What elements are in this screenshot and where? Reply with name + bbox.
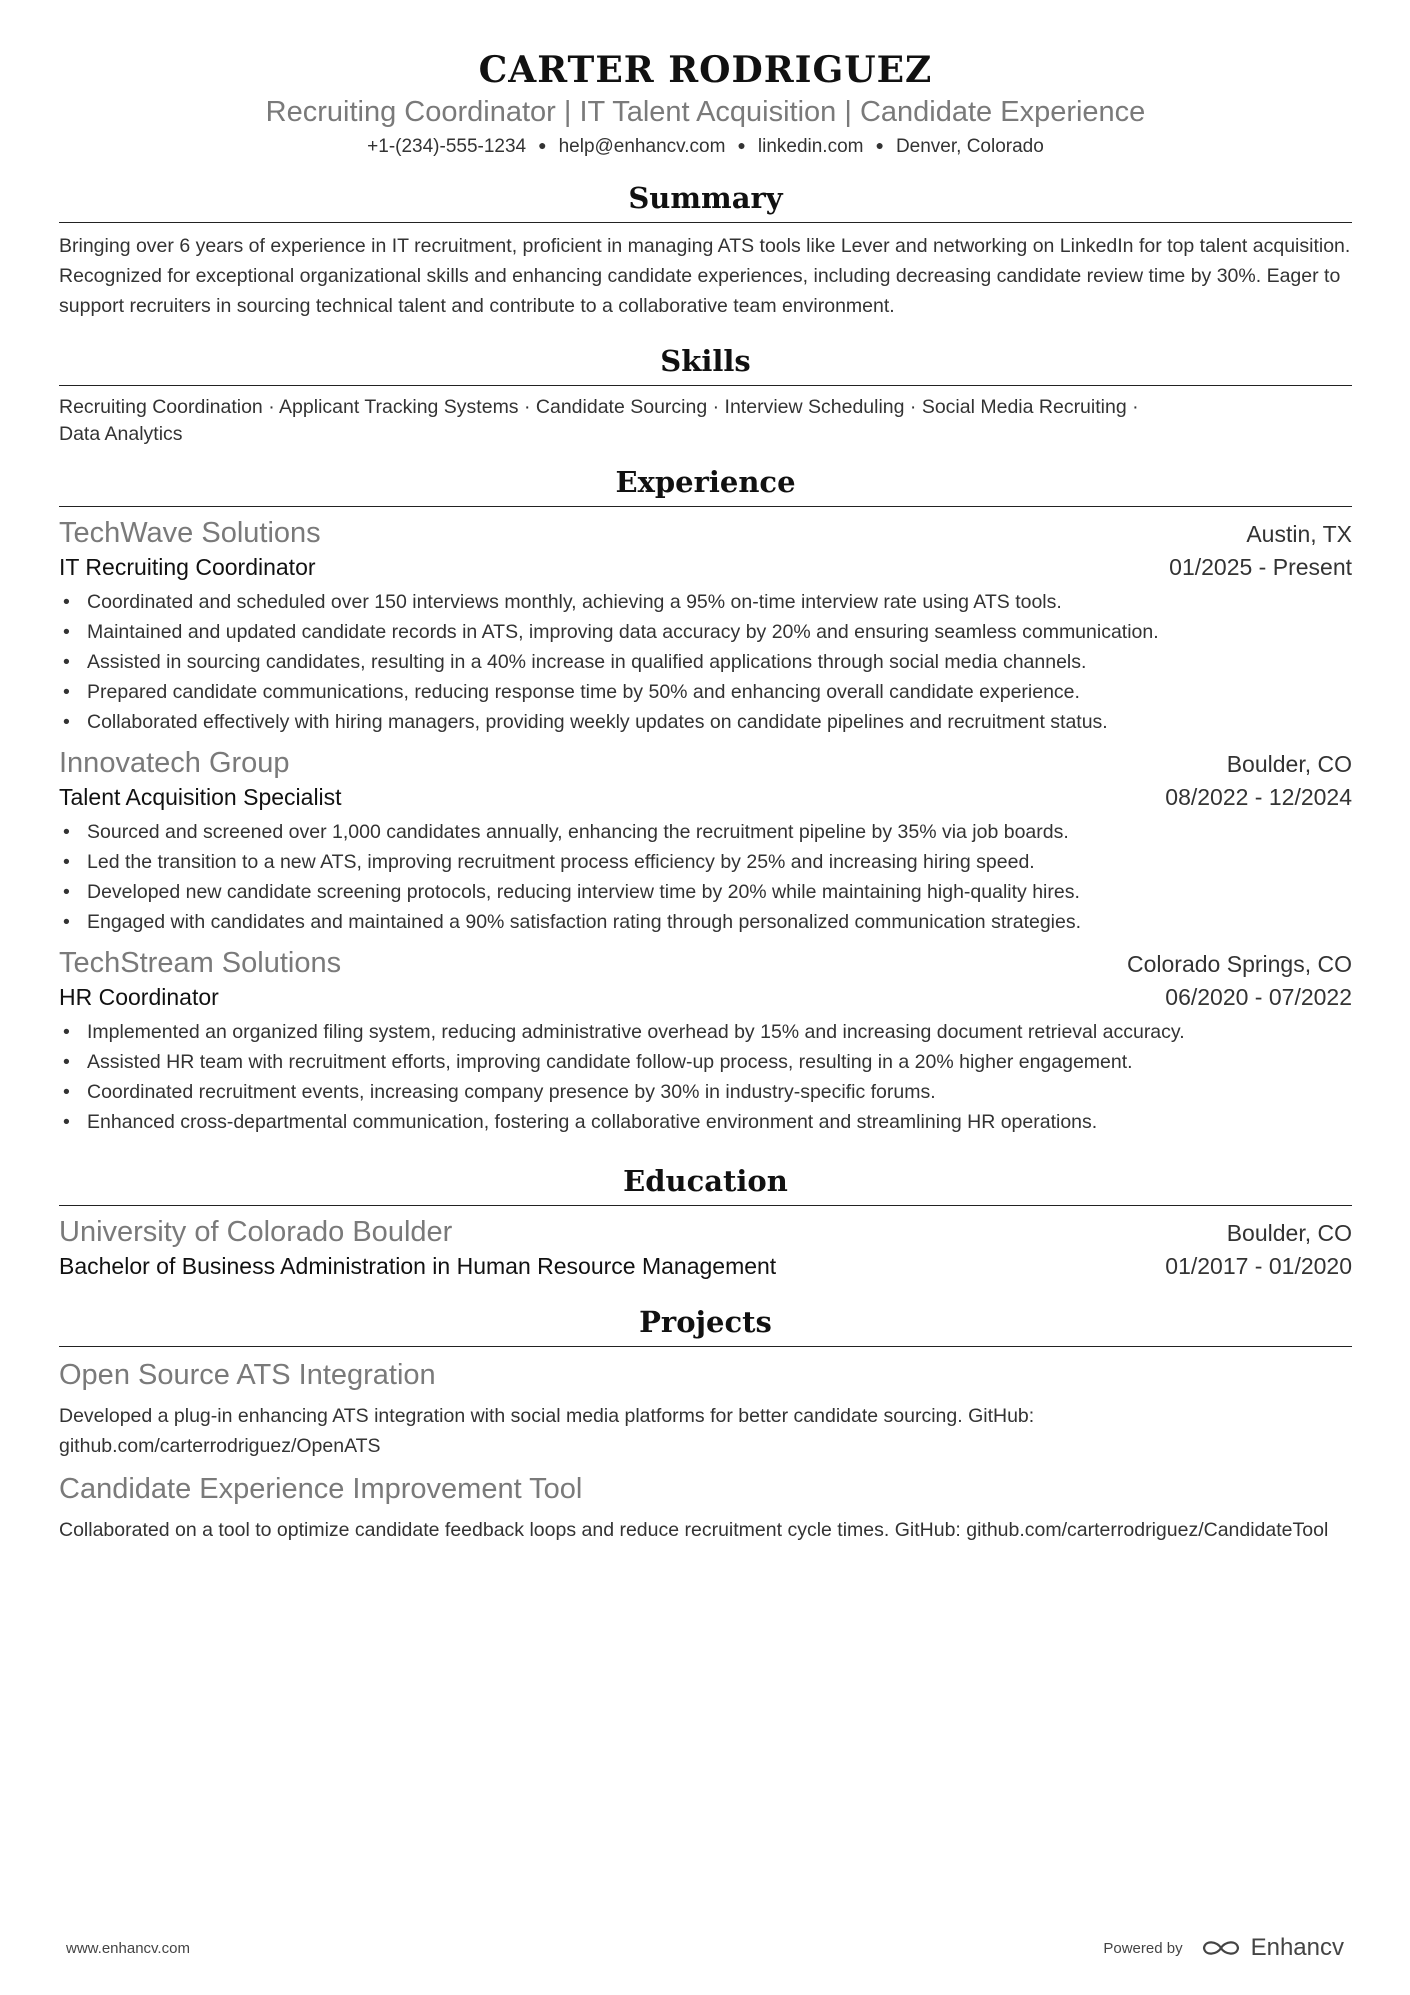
bullet-item: • Enhanced cross-departmental communication, fostering a collaborative environment and streamlining HR operations. <box>59 1107 1352 1137</box>
project-title: Open Source ATS Integration <box>59 1359 436 1391</box>
summary-heading: Summary <box>59 180 1352 223</box>
skills-heading: Skills <box>59 343 1352 386</box>
phone: +1-(234)-555-1234 <box>367 136 527 157</box>
job-bullets <box>59 1017 1352 1137</box>
company-name: TechWave Solutions <box>59 517 321 549</box>
company-name: Innovatech Group <box>59 747 290 779</box>
education-entry <box>59 1214 1352 1282</box>
bullet-item: • Collaborated effectively with hiring managers, providing weekly updates on candidate pipelines and recruitment status. <box>59 707 1352 737</box>
project-description: Collaborated on a tool to optimize candidate feedback loops and reduce recruitment cycle times. GitHub: github.com/carterrodriguez/CandidateTool <box>59 1519 1329 1541</box>
headline: Recruiting Coordinator | IT Talent Acquisition | Candidate Experience <box>265 96 1146 128</box>
bullet-item: • Developed new candidate screening protocols, reducing interview time by 20% while maintaining high-quality hires. <box>59 877 1352 907</box>
footer-branding <box>1103 1934 1344 1962</box>
job-location: Boulder, CO <box>1226 751 1352 777</box>
job-role: HR Coordinator <box>59 984 219 1010</box>
email-link[interactable]: help@enhancv.com <box>558 136 726 157</box>
bullet-item: • Coordinated recruitment events, increasing company presence by 30% in industry-specific forums. <box>59 1077 1352 1107</box>
infinity-logo-icon <box>1199 1937 1243 1959</box>
powered-by-label: Powered by <box>1103 1939 1183 1957</box>
separator-dot-icon: ● <box>875 137 884 153</box>
separator-dot-icon: ● <box>737 137 746 153</box>
skill-item: Candidate Sourcing <box>535 396 708 418</box>
job-entry <box>59 745 1352 937</box>
job-location: Colorado Springs, CO <box>1127 951 1352 977</box>
projects-heading: Projects <box>59 1304 1352 1347</box>
bullet-item: • Assisted in sourcing candidates, resulting in a 40% increase in qualified applications through social media channels. <box>59 647 1352 677</box>
school-location: Boulder, CO <box>1226 1220 1352 1246</box>
project-entry <box>59 1357 1352 1461</box>
footer <box>66 1934 1344 1962</box>
skill-item: Social Media Recruiting <box>921 396 1127 418</box>
skill-item: Applicant Tracking Systems <box>279 396 519 418</box>
bullet-item: • Prepared candidate communications, reducing response time by 50% and enhancing overall candidate experience. <box>59 677 1352 707</box>
job-entry <box>59 515 1352 737</box>
skill-item: Recruiting Coordination <box>59 396 263 418</box>
brand-name: Enhancv <box>1250 1934 1344 1961</box>
degree: Bachelor of Business Administration in Human Resource Management <box>59 1253 777 1279</box>
resume-page <box>59 48 1352 1545</box>
project-title: Candidate Experience Improvement Tool <box>59 1473 583 1505</box>
job-entry <box>59 945 1352 1137</box>
enhancv-logo[interactable] <box>1199 1934 1344 1962</box>
bullet-item: • Coordinated and scheduled over 150 interviews monthly, achieving a 95% on-time interview rate using ATS tools. <box>59 587 1352 617</box>
bullet-item: • Engaged with candidates and maintained a 90% satisfaction rating through personalized communication strategies. <box>59 907 1352 937</box>
job-bullets <box>59 587 1352 737</box>
job-bullets <box>59 817 1352 937</box>
summary-text: Bringing over 6 years of experience in IT recruitment, proficient in managing ATS tools like Lever and networking on LinkedIn for top talent acquisition. Recognized for exceptional organizational skills and enhancing candidate experiences, including decreasing candidate review time by 30%. Eager to support recruiters in sourcing technical talent and contribute to a collaborative team environment. <box>59 235 1351 317</box>
experience-heading: Experience <box>59 464 1352 507</box>
bullet-item: • Assisted HR team with recruitment efforts, improving candidate follow-up process, resulting in a 20% higher engagement. <box>59 1047 1352 1077</box>
school-name: University of Colorado Boulder <box>59 1216 453 1248</box>
bullet-item: • Sourced and screened over 1,000 candidates annually, enhancing the recruitment pipeline by 35% via job boards. <box>59 817 1352 847</box>
bullet-item: • Led the transition to a new ATS, improving recruitment process efficiency by 25% and increasing hiring speed. <box>59 847 1352 877</box>
skill-item: Interview Scheduling <box>724 396 905 418</box>
linkedin-link[interactable]: linkedin.com <box>757 136 864 157</box>
job-dates: 01/2025 - Present <box>1169 554 1352 580</box>
bullet-item: • Implemented an organized filing system, reducing administrative overhead by 15% and increasing document retrieval accuracy. <box>59 1017 1352 1047</box>
project-entry <box>59 1471 1352 1545</box>
location: Denver, Colorado <box>895 136 1044 157</box>
job-dates: 06/2020 - 07/2022 <box>1165 984 1352 1010</box>
footer-url-link[interactable]: www.enhancv.com <box>66 1939 190 1957</box>
job-dates: 08/2022 - 12/2024 <box>1165 784 1352 810</box>
contact-line <box>59 132 1352 160</box>
job-location: Austin, TX <box>1246 521 1352 547</box>
project-description: Developed a plug-in enhancing ATS integration with social media platforms for better candidate sourcing. GitHub: github.com/carterrodriguez/OpenATS <box>59 1405 1035 1457</box>
skill-item: Data Analytics <box>59 423 183 445</box>
candidate-name: CARTER RODRIGUEZ <box>478 49 933 91</box>
company-name: TechStream Solutions <box>59 947 342 979</box>
job-role: Talent Acquisition Specialist <box>59 784 342 810</box>
education-heading: Education <box>59 1163 1352 1206</box>
separator-dot-icon: ● <box>538 137 547 153</box>
skills-list: Recruiting Coordination · Applicant Tracking Systems · Candidate Sourcing · Interview Scheduling · Social Media Recruiting · Data Analytics <box>59 396 1139 445</box>
education-dates: 01/2017 - 01/2020 <box>1165 1253 1352 1279</box>
job-role: IT Recruiting Coordinator <box>59 554 316 580</box>
bullet-item: • Maintained and updated candidate records in ATS, improving data accuracy by 20% and ensuring seamless communication. <box>59 617 1352 647</box>
